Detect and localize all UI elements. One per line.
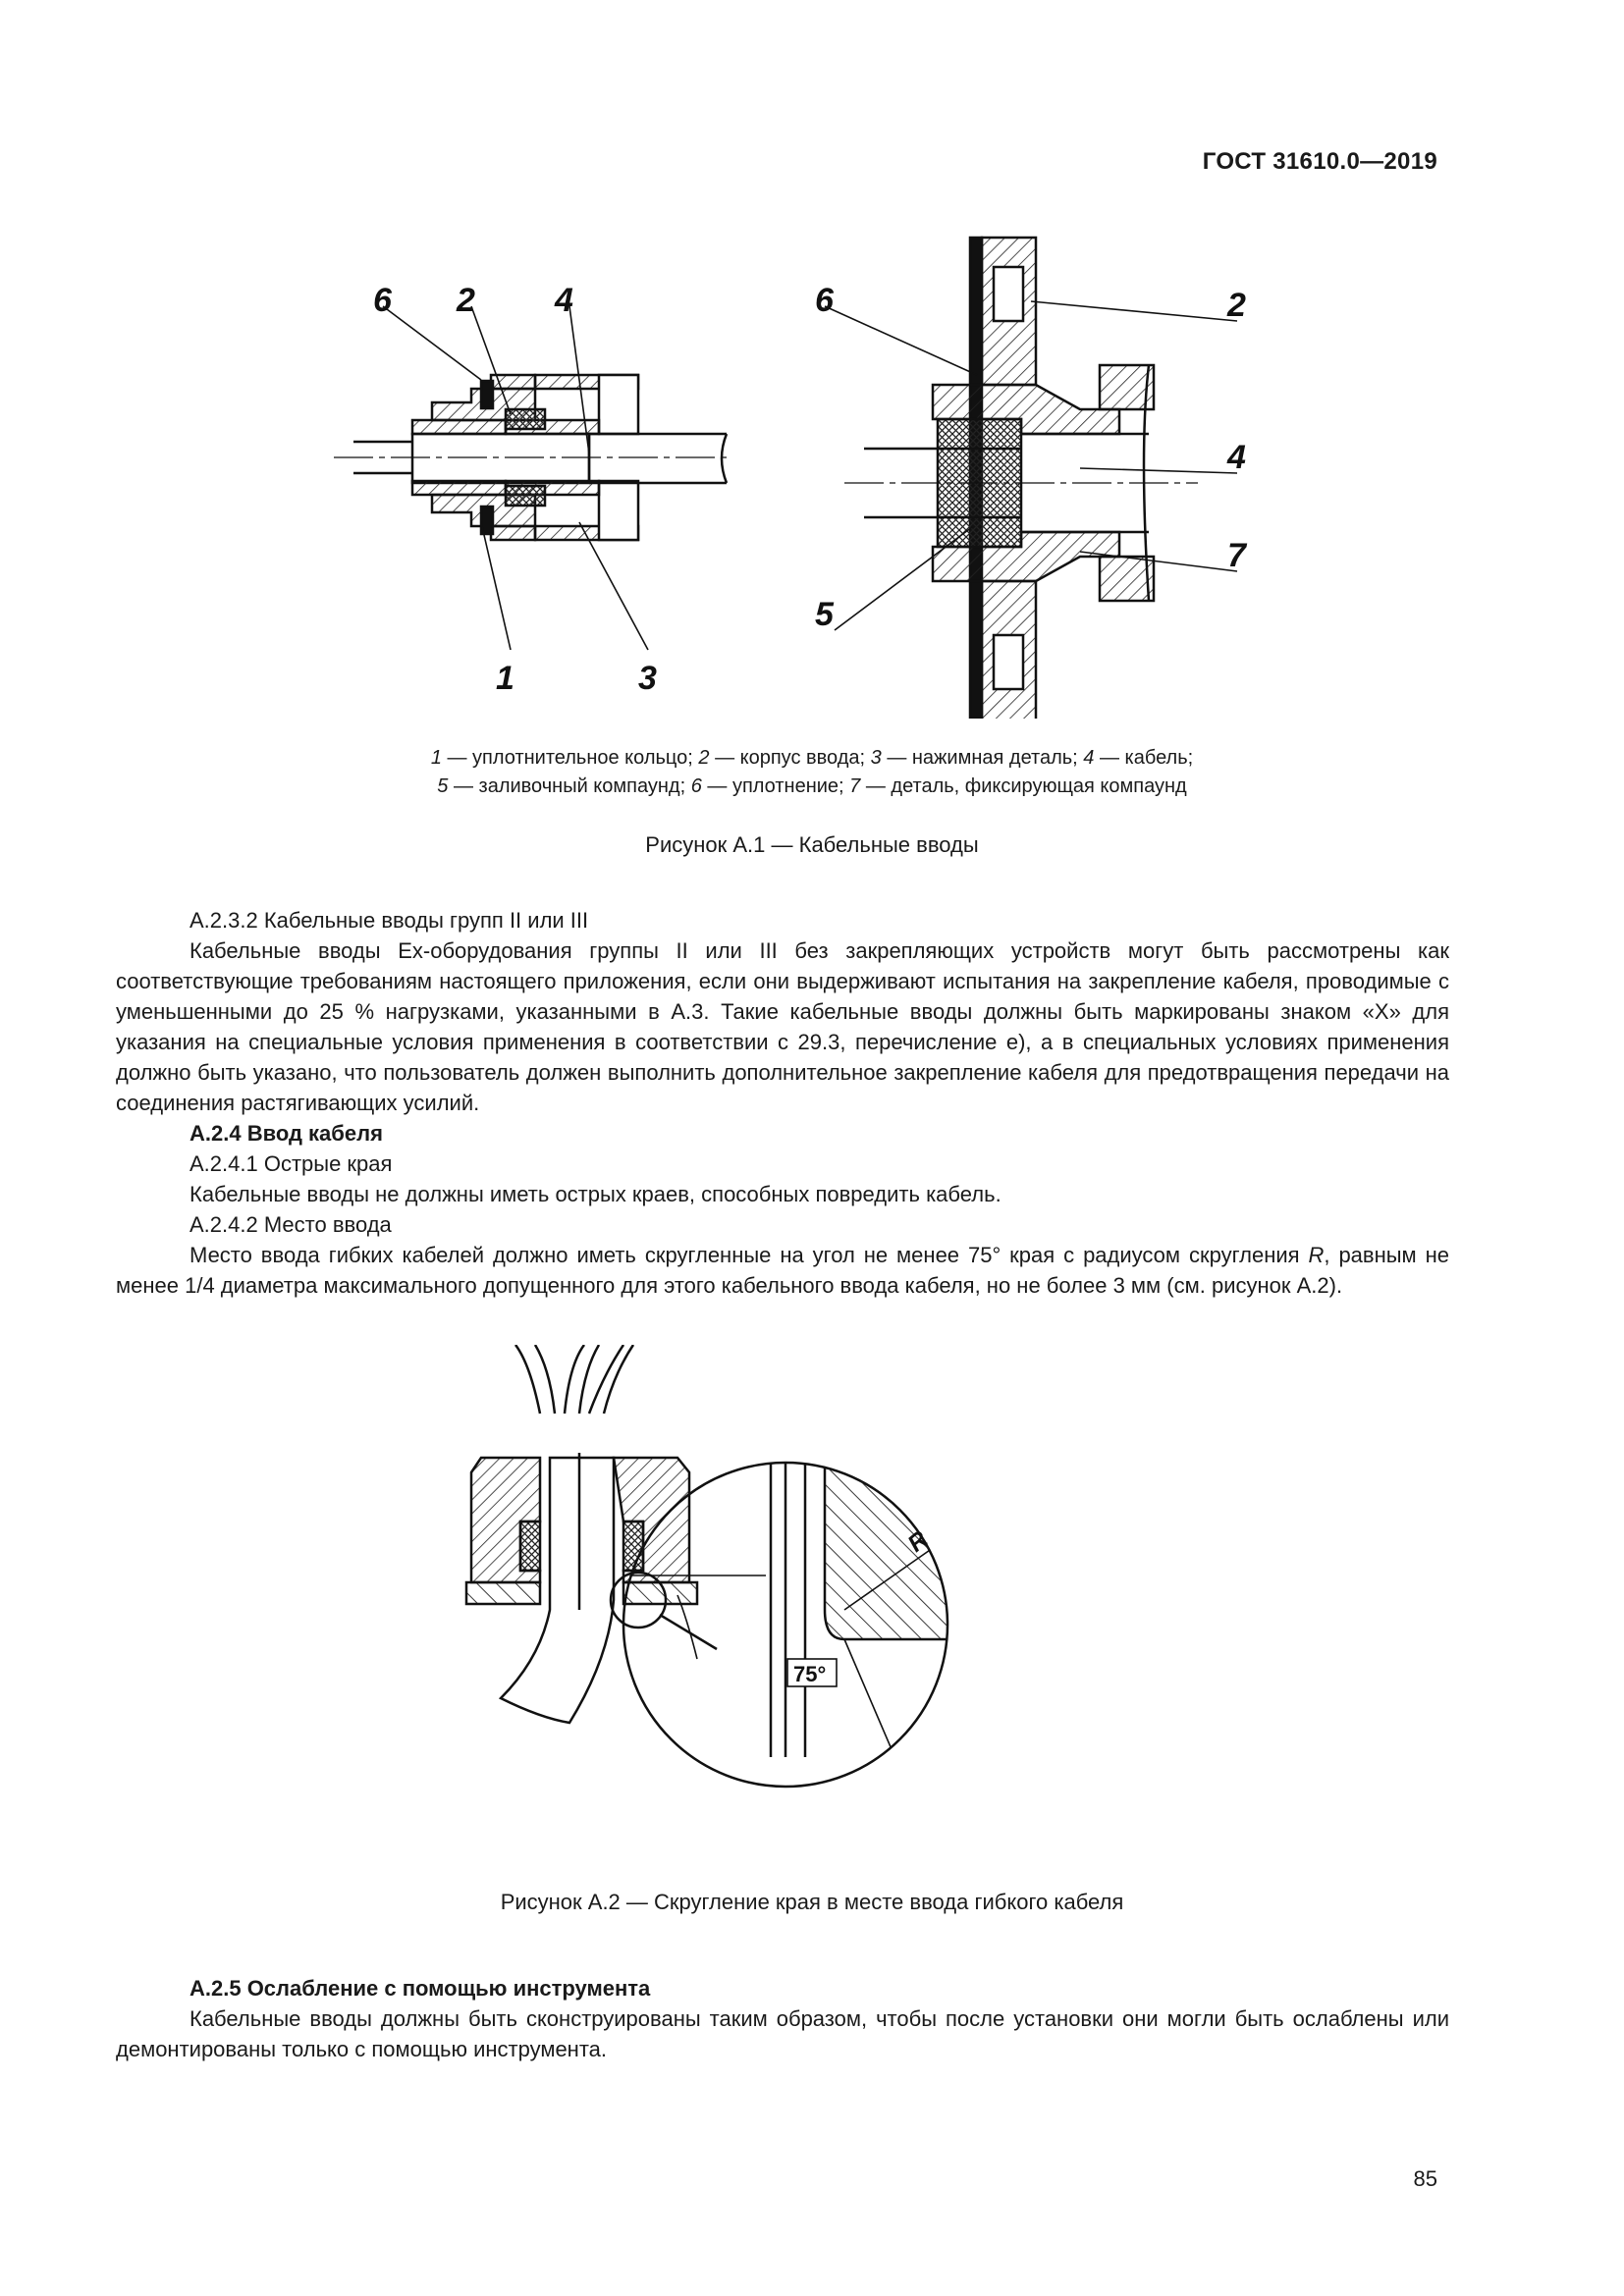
figure-a1-caption: Рисунок А.1 — Кабельные вводы [645, 832, 979, 857]
fig1-left-label-6: 6 [373, 282, 392, 319]
fig1-left-label-3: 3 [638, 660, 657, 697]
figure-a1-legend-line-2: 5 — заливочный компаунд; 6 — уплотнение; 7 — деталь, фиксирующая компаунд [437, 775, 1187, 797]
document-standard-number: ГОСТ 31610.0—2019 [1202, 148, 1437, 175]
fig1-right-label-5: 5 [815, 596, 834, 633]
section-a2-4-1-body: Кабельные вводы не должны иметь острых краев, способных повредить кабель. [189, 1182, 1001, 1206]
section-a2-3-2-body: Кабельные вводы Ex-оборудования группы II или III без закрепляющих устройств могут быть рассмотрены как соответствующие требованиям настоящего приложения, если они выдерживают испытания на закрепление кабеля, проводимые с уменьшенными до 25 % нагрузками, указанными в А.3. Такие кабельные вводы должны быть маркированы знаком «X» для указания на специальные условия применения в соответствии с 29.3, перечисление е), а в специальных условиях применения должно быть указано, что пользователь должен выполнить дополнительное закрепление кабеля для предотвращения передачи на соединения растягивающих усилий. [116, 938, 1449, 1115]
section-a2-4-title: А.2.4 Ввод кабеля [189, 1121, 383, 1146]
figure-a1-legend-line-1: 1 — уплотнительное кольцо; 2 — корпус ввода; 3 — нажимная деталь; 4 — кабель; [430, 747, 1194, 769]
fig1-right-label-4: 4 [1227, 439, 1246, 476]
fig1-left-label-4: 4 [555, 282, 573, 319]
section-a2-5-title: А.2.5 Ослабление с помощью инструмента [189, 1976, 651, 2001]
fig1-right-label-2: 2 [1227, 287, 1246, 324]
fig1-left-label-2: 2 [457, 282, 475, 319]
section-a2-3-2-title: А.2.3.2 Кабельные вводы групп II или III [189, 908, 589, 933]
figure-a1-cable-glands [334, 228, 1316, 719]
fig2-radius-label: R [902, 1525, 934, 1558]
section-a2-4-2-title: А.2.4.2 Место ввода [189, 1212, 392, 1237]
fig1-right-label-6: 6 [815, 282, 834, 319]
figure-a2-caption: Рисунок А.2 — Скругление края в месте ввода гибкого кабеля [500, 1890, 1124, 1914]
section-a2-5-body: Кабельные вводы должны быть сконструированы таким образом, чтобы после установки они могли быть ослаблены или демонтированы только с помощью инструмента. [116, 2006, 1449, 2061]
section-a2-4-2-body: Место ввода гибких кабелей должно иметь скругленные на угол не менее 75° края с радиусом скругления R, равным не менее 1/4 диаметра максимального допущенного для этого кабельного ввода кабеля, но не более 3 мм (см. рисунок А.2). [116, 1243, 1450, 1298]
figure-a2-cable-entry-rounding [432, 1345, 1119, 1836]
section-a2-4-1-title: А.2.4.1 Острые края [189, 1151, 393, 1176]
fig1-left-label-1: 1 [496, 660, 514, 697]
page-number: 85 [1413, 2166, 1437, 2191]
fig2-angle-label: 75° [793, 1662, 827, 1686]
fig1-right-label-7: 7 [1227, 537, 1246, 574]
